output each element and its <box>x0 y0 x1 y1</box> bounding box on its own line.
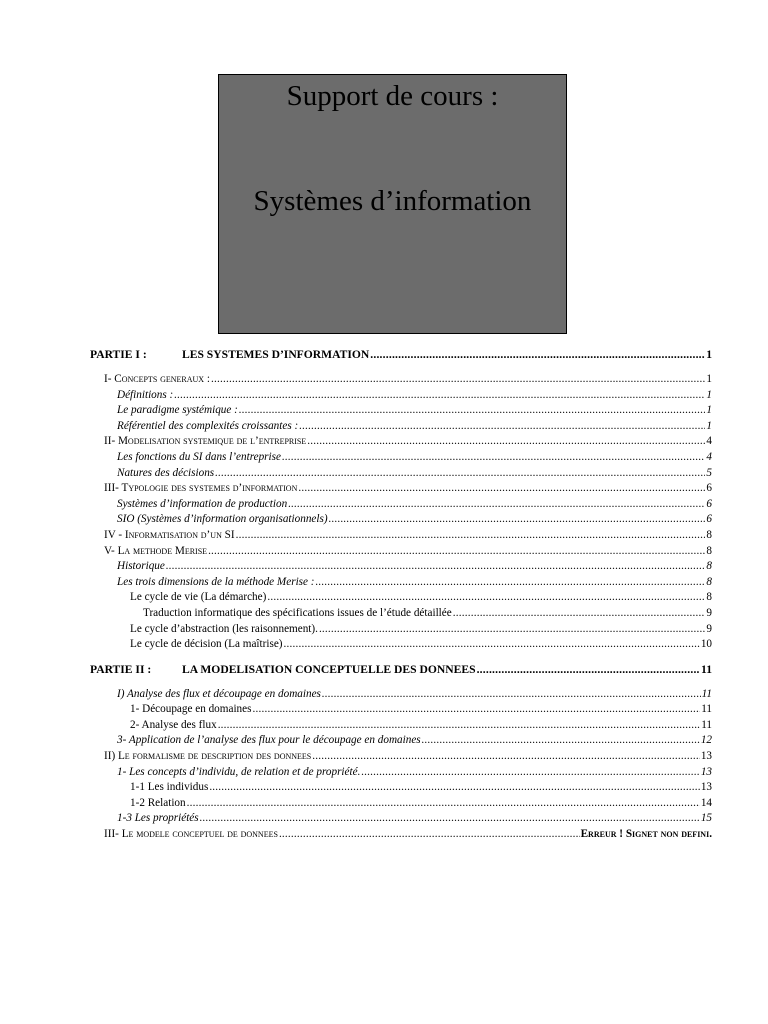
toc-entry[interactable] <box>90 606 712 622</box>
page-number: 8 <box>706 575 712 588</box>
page-number: 1 <box>706 388 712 401</box>
toc-entry-label: 1- Découpage en domaines <box>130 703 252 716</box>
toc-entry-label: Traduction informatique des spécifications issues de l’étude détaillée <box>143 606 452 619</box>
toc-entry[interactable] <box>90 811 712 827</box>
toc-entry[interactable] <box>90 702 712 718</box>
toc-entry[interactable] <box>90 372 712 388</box>
page-number: 10 <box>700 638 712 651</box>
toc-entry-label: IV - Informatisation d’un SI <box>104 528 235 541</box>
toc-entry-label: II- Modelisation systemique de l’entreprise <box>104 435 307 448</box>
toc-entry[interactable] <box>90 388 712 404</box>
toc-entry-label: V- La methode Merise <box>104 544 208 557</box>
page-number: 9 <box>706 606 712 619</box>
toc-entry-label: I- Concepts generaux : <box>104 373 210 385</box>
toc-entry-label: Systèmes d’information de production <box>117 497 288 510</box>
toc-entry[interactable] <box>90 637 712 653</box>
page-number: 11 <box>701 662 712 676</box>
page-number: 4 <box>706 450 712 463</box>
page-number: 1 <box>706 404 712 417</box>
toc-entry-label: III- Le modele conceptuel de donnees <box>104 828 278 841</box>
toc-entry[interactable] <box>90 481 712 497</box>
cover-title-line2: Systèmes d’information <box>253 185 532 217</box>
page-number: 13 <box>700 750 712 763</box>
table-of-contents <box>90 344 712 843</box>
part-title: LES SYSTEMES D’INFORMATION <box>182 348 370 361</box>
toc-entry[interactable] <box>90 733 712 749</box>
page-number: 13 <box>700 781 712 794</box>
page-number: 8 <box>706 544 712 557</box>
page-number: 6 <box>706 497 712 510</box>
toc-part-1[interactable] <box>90 344 712 366</box>
page-number: 4 <box>706 435 712 448</box>
toc-entry[interactable] <box>90 403 712 419</box>
toc-entry-label: Les trois dimensions de la méthode Merise : <box>117 575 315 588</box>
page-number: 8 <box>706 560 712 573</box>
toc-entry[interactable] <box>90 497 712 513</box>
toc-entry[interactable] <box>90 528 712 544</box>
page-number: 11 <box>701 718 712 731</box>
page-number: 13 <box>700 765 712 778</box>
page-number: 8 <box>706 528 712 541</box>
toc-entry[interactable] <box>90 827 712 843</box>
page-number: 8 <box>706 591 712 604</box>
cover-title-line1: Support de cours : <box>286 80 499 112</box>
page-number: 11 <box>701 687 712 700</box>
page-number: 5 <box>706 466 712 479</box>
page-number-error: Erreur ! Signet non defini. <box>580 828 712 841</box>
toc-entry-label: SIO (Systèmes d’information organisationnels) <box>117 513 328 526</box>
toc-entry[interactable] <box>90 466 712 482</box>
toc-entry[interactable] <box>90 765 712 781</box>
part-number: PARTIE I : <box>90 348 147 361</box>
toc-entry-label: 3- Application de l’analyse des flux pour le découpage en domaines <box>117 734 421 747</box>
toc-entry-label: Historique <box>117 560 165 573</box>
toc-entry-label: 1- Les concepts d’individu, de relation et de propriété. <box>117 765 361 778</box>
toc-entry[interactable] <box>90 796 712 812</box>
page-number: 6 <box>706 482 712 495</box>
toc-entry-label: II) Le formalisme de description des donnees <box>104 750 312 763</box>
toc-entry-label: Le cycle d’abstraction (les raisonnement). <box>130 622 318 635</box>
toc-entry-label: Le paradigme systémique : <box>117 404 238 417</box>
toc-entry-label: Les fonctions du SI dans l’entreprise <box>117 450 281 463</box>
toc-entry-label: III- Typologie des systemes d’information <box>104 482 298 495</box>
page-number: 1 <box>706 348 712 361</box>
toc-entry[interactable] <box>90 450 712 466</box>
page-number: 9 <box>706 622 712 635</box>
toc-entry[interactable] <box>90 559 712 575</box>
page-number: 6 <box>706 513 712 526</box>
toc-entry[interactable] <box>90 419 712 435</box>
toc-entry[interactable] <box>90 590 712 606</box>
toc-entry[interactable] <box>90 434 712 450</box>
page-number: 12 <box>700 734 712 747</box>
part-number: PARTIE II : <box>90 662 152 676</box>
toc-entry[interactable] <box>90 622 712 638</box>
toc-entry-label: 1-1 Les individus <box>130 781 209 794</box>
toc-entry[interactable] <box>90 512 712 528</box>
toc-entry[interactable] <box>90 687 712 703</box>
page-number: 14 <box>700 796 712 809</box>
toc-entry[interactable] <box>90 749 712 765</box>
toc-entry-label: I) Analyse des flux et découpage en domaines <box>117 687 321 700</box>
toc-entry-label: Référentiel des complexités croissantes : <box>117 419 299 432</box>
toc-entry-label: Définitions : <box>117 388 174 401</box>
toc-entry-label: Natures des décisions <box>117 466 215 479</box>
toc-entry-label: 2- Analyse des flux <box>130 718 217 731</box>
toc-entry[interactable] <box>90 575 712 591</box>
part-title: LA MODELISATION CONCEPTUELLE DES DONNEES <box>182 662 476 676</box>
cover-title-box <box>218 74 567 334</box>
page-number: 1 <box>706 373 712 385</box>
toc-entry-label: Le cycle de décision (La maîtrise) <box>130 638 283 651</box>
page-number: 1 <box>706 419 712 432</box>
toc-entry-label: 1-3 Les propriétés <box>117 812 199 825</box>
toc-entry-label: Le cycle de vie (La démarche) <box>130 591 267 604</box>
toc-entry-label: 1-2 Relation <box>130 796 186 809</box>
page-number: 11 <box>701 703 712 716</box>
toc-entry[interactable] <box>90 544 712 560</box>
toc-entry[interactable] <box>90 718 712 734</box>
toc-entry[interactable] <box>90 780 712 796</box>
toc-part-2[interactable] <box>90 659 712 681</box>
page-number: 15 <box>700 812 712 825</box>
